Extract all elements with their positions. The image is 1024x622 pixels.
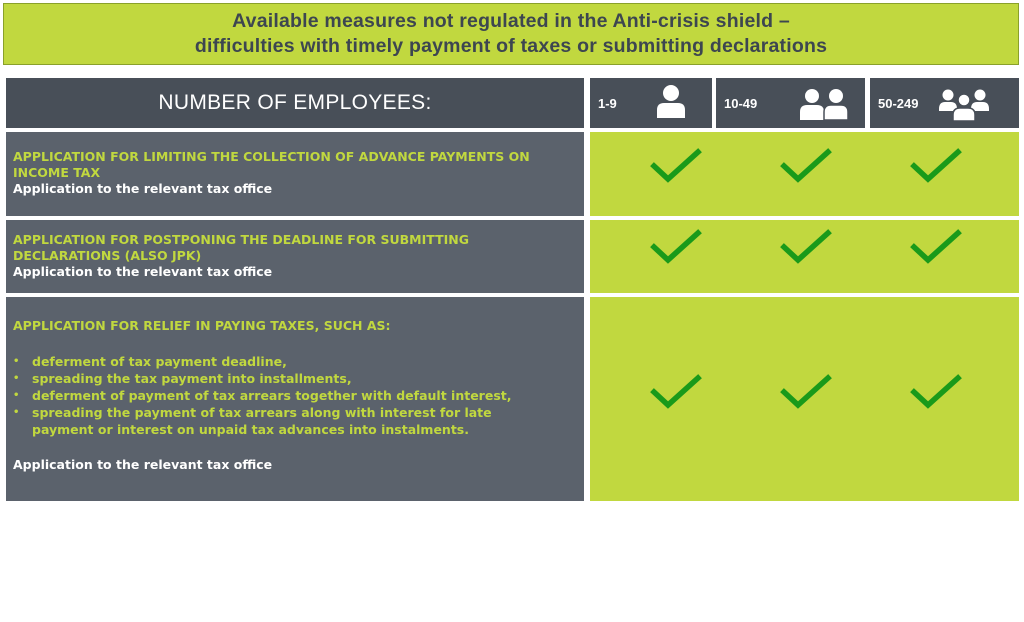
bullet-icon: •: [13, 373, 20, 384]
column-label-50-249: 50-249: [878, 96, 919, 111]
measure-heading-line: APPLICATION FOR RELIEF IN PAYING TAXES, SUCH AS:: [13, 318, 391, 333]
group-people-icon: [936, 87, 992, 121]
employees-header-label: NUMBER OF EMPLOYEES:: [158, 91, 432, 114]
column-label-10-49: 10-49: [724, 96, 758, 111]
check-icon: [650, 147, 702, 185]
list-item: • deferment of tax payment deadline,: [13, 354, 287, 369]
measure-row-tax-relief: [6, 297, 584, 501]
measure-note: Application to the relevant tax office: [13, 181, 273, 196]
measure-heading-line: INCOME TAX: [13, 165, 101, 180]
relief-options-list: [13, 353, 577, 438]
title-line-2: difficulties with timely payment of taxes or submitting declarations: [194, 35, 828, 57]
bullet-icon: •: [13, 356, 20, 367]
measure-note: Application to the relevant tax office: [13, 457, 273, 472]
page-title-banner: [3, 3, 1019, 65]
column-header-50-249: [870, 78, 1019, 128]
check-icon: [910, 228, 962, 266]
check-icon: [780, 373, 832, 411]
column-header-1-9: [590, 78, 712, 128]
check-icon: [650, 373, 702, 411]
single-person-icon: [654, 83, 688, 119]
measure-heading-line: DECLARATIONS (ALSO JPK): [13, 248, 202, 263]
check-icon: [780, 228, 832, 266]
measure-row-advance-payments: [6, 132, 584, 216]
list-item: • spreading the tax payment into installments,: [13, 371, 352, 386]
measure-note: Application to the relevant tax office: [13, 264, 273, 279]
list-item-continuation: payment or interest on unpaid tax advances into instalments.: [32, 422, 469, 437]
list-item: • deferment of payment of tax arrears together with default interest,: [13, 388, 512, 403]
column-header-10-49: [716, 78, 865, 128]
employees-header: [6, 78, 584, 128]
check-icon: [780, 147, 832, 185]
measure-row-postpone-declarations: [6, 220, 584, 293]
bullet-icon: •: [13, 407, 20, 418]
check-icon: [910, 373, 962, 411]
check-icon: [650, 228, 702, 266]
check-icon: [910, 147, 962, 185]
measure-heading-line: APPLICATION FOR LIMITING THE COLLECTION OF ADVANCE PAYMENTS ON: [13, 149, 530, 164]
bullet-icon: •: [13, 390, 20, 401]
measure-heading-line: APPLICATION FOR POSTPONING THE DEADLINE FOR SUBMITTING: [13, 232, 469, 247]
list-item: • spreading the payment of tax arrears along with interest for late: [13, 405, 492, 420]
title-line-1: Available measures not regulated in the Anti-crisis shield –: [232, 10, 790, 32]
column-label-1-9: 1-9: [598, 96, 617, 111]
two-people-icon: [798, 87, 852, 121]
